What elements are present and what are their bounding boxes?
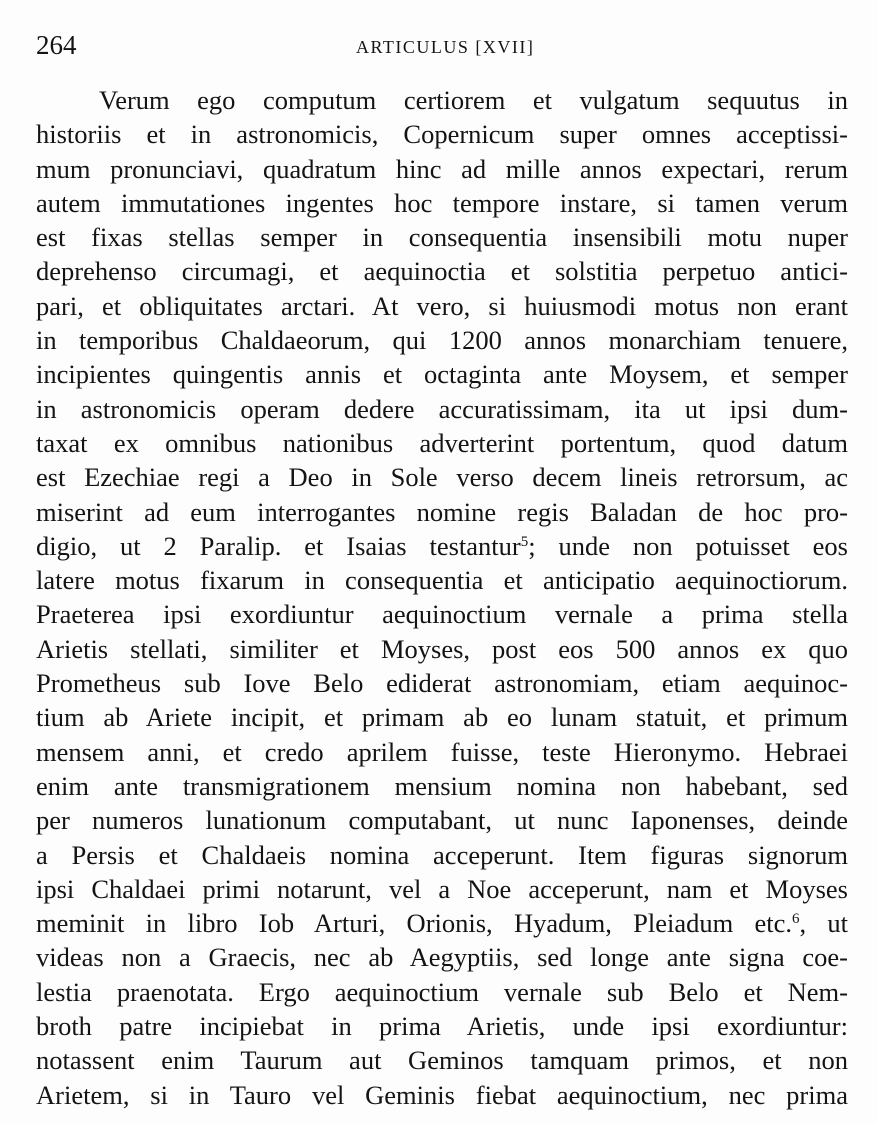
running-head (36, 28, 848, 64)
text-segment: ; unde non potuisset eos (528, 530, 848, 561)
text-line: deprehenso circumagi, et aequinoctia et solstitia perpetuo antici- (36, 256, 848, 287)
text-line: Arietem, si in Tauro vel Geminis fiebat aequinoctium, nec prima (36, 1079, 848, 1110)
text-line: in astronomicis operam dedere accuratissimam, ita ut ipsi dum- (36, 393, 848, 424)
body-paragraph (36, 83, 848, 1112)
text-line: est fixas stellas semper in consequentia insensibili motu nuper (36, 222, 848, 253)
text-line: broth patre incipiebat in prima Arietis, unde ipsi exordiuntur: (36, 1011, 848, 1042)
text-line: Arietis stellati, similiter et Moyses, post eos 500 annos ex quo (36, 633, 848, 664)
footnote-marker: 5 (520, 533, 529, 550)
text-line: incipientes quingentis annis et octaginta ante Moysem, et semper (36, 359, 848, 390)
text-line: Praeterea ipsi exordiuntur aequinoctium vernale a prima stella (36, 599, 848, 630)
text-line: in temporibus Chaldaeorum, qui 1200 annos monarchiam tenuere, (36, 325, 848, 356)
text-line: pari, et obliquitates arctari. At vero, si huiusmodi motus non erant (36, 290, 848, 321)
text-line: videas non a Graecis, nec ab Aegyptiis, sed longe ante signa coe- (36, 942, 848, 973)
text-line: tium ab Ariete incipit, et primam ab eo lunam statuit, et primum (36, 702, 848, 733)
footnote-marker: 6 (791, 911, 800, 928)
text-line-with-footnote (36, 529, 848, 563)
text-line: lestia praenotata. Ergo aequinoctium vernale sub Belo et Nem- (36, 976, 848, 1007)
text-line: notassent enim Taurum aut Geminos tamquam primos, et non (36, 1045, 848, 1076)
text-line: ipsi Chaldaei primi notarunt, vel a Noe acceperunt, nam et Moyses (36, 873, 848, 904)
text-line: mensem anni, et credo aprilem fuisse, teste Hieronymo. Hebraei (36, 736, 848, 767)
text-line-with-footnote (36, 906, 848, 940)
text-line: autem immutationes ingentes hoc tempore instare, si tamen verum (36, 187, 848, 218)
text-line: a Persis et Chaldaeis nomina acceperunt. Item figuras signorum (36, 839, 848, 870)
text-line: miserint ad eum interrogantes nomine regis Baladan de hoc pro- (36, 496, 848, 527)
text-segment: , ut (799, 908, 848, 939)
text-line: latere motus fixarum in consequentia et anticipatio aequinoctiorum. (36, 565, 848, 596)
text-segment: digio, ut 2 Paralip. et Isaias testantur (36, 530, 521, 561)
text-line: taxat ex omnibus nationibus adverterint portentum, quod datum (36, 427, 848, 458)
text-line: est Ezechiae regi a Deo in Sole verso decem lineis retrorsum, ac (36, 462, 848, 493)
text-line: per numeros lunationum computabant, ut nunc Iaponenses, deinde (36, 805, 848, 836)
text-line: Verum ego computum certiorem et vulgatum sequutus in (99, 85, 848, 115)
running-head-title: ARTICULUS [XVII] (356, 37, 535, 57)
text-line: historiis et in astronomicis, Copernicum super omnes acceptissi- (36, 119, 848, 150)
text-segment: meminit in libro Iob Arturi, Orionis, Hyadum, Pleiadum etc. (36, 908, 792, 939)
text-line: mum pronunciavi, quadratum hinc ad mille annos expectari, rerum (36, 153, 848, 184)
text-line: Prometheus sub Iove Belo ediderat astronomiam, etiam aequinoc- (36, 668, 848, 699)
text-line: enim ante transmigrationem mensium nomina non habebant, sed (36, 770, 848, 801)
page-number: 264 (36, 30, 77, 60)
